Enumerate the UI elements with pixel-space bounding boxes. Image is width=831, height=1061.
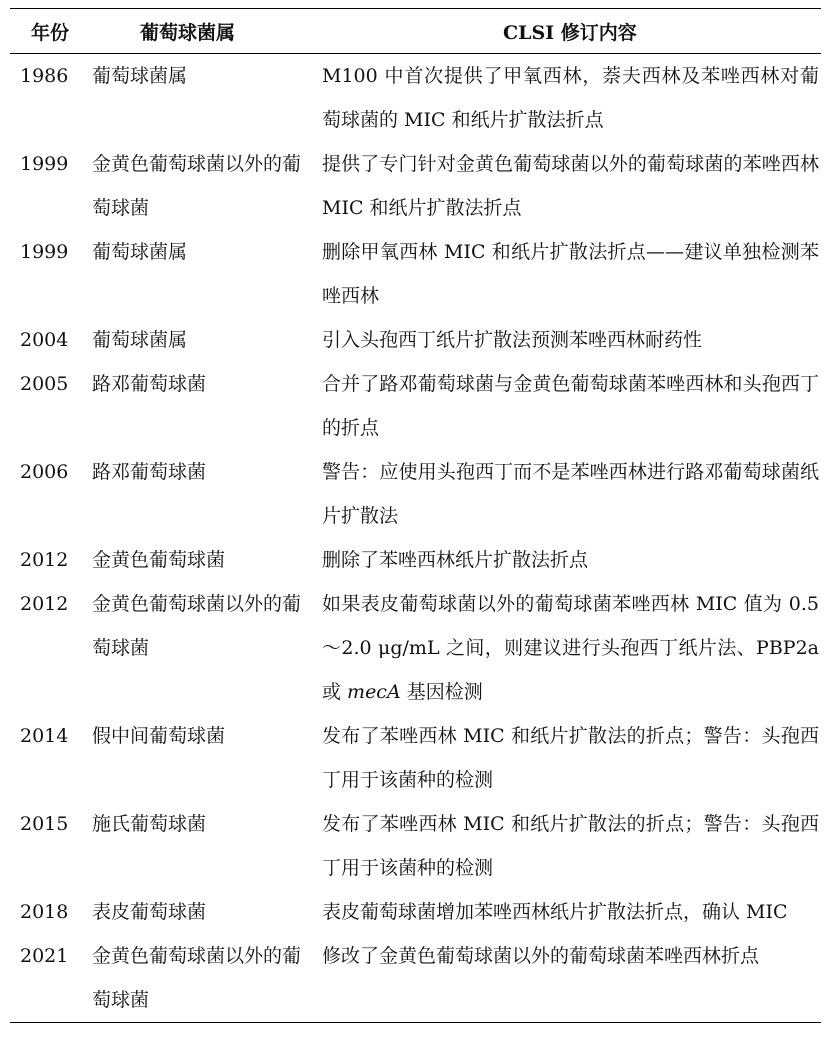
header-year: 年份 [30, 21, 69, 44]
row-genus: 葡萄球菌属 [92, 65, 188, 87]
table-row [10, 318, 821, 362]
table-row [10, 714, 821, 802]
header-row [10, 9, 821, 54]
row-year: 1999 [20, 241, 69, 263]
row-genus: 金黄色葡萄球菌以外的葡萄球菌 [92, 153, 302, 219]
table-row [10, 582, 821, 714]
table-row [10, 802, 821, 890]
table-row [10, 890, 821, 934]
row-year: 2005 [20, 373, 69, 395]
row-content: 引入头孢西丁纸片扩散法预测苯唑西林耐药性 [322, 329, 703, 351]
table-row [10, 538, 821, 582]
row-content: M100 中首次提供了甲氧西林，萘夫西林及苯唑西林对葡萄球菌的 MIC 和纸片扩散法折点 [322, 65, 819, 131]
row-genus: 施氏葡萄球菌 [92, 813, 207, 835]
content-text-pre: 如果表皮葡萄球菌以外的葡萄球菌苯唑西林 MIC 值为 0.5～2.0 μg/mL 之间，则建议进行头孢西丁纸片法、PBP2a 或 [322, 593, 819, 703]
row-content: 合并了路邓葡萄球菌与金黄色葡萄球菌苯唑西林和头孢西丁的折点 [322, 373, 819, 439]
row-content: 表皮葡萄球菌增加苯唑西林纸片扩散法折点，确认 MIC [322, 901, 788, 923]
row-genus: 葡萄球菌属 [92, 329, 188, 351]
header-content: CLSI 修订内容 [503, 21, 637, 44]
row-genus: 金黄色葡萄球菌以外的葡萄球菌 [92, 593, 302, 659]
content-text-post: 基因检测 [400, 681, 483, 703]
row-year: 2004 [20, 329, 69, 351]
row-genus: 表皮葡萄球菌 [92, 901, 207, 923]
row-content [320, 582, 821, 714]
row-genus: 金黄色葡萄球菌 [92, 549, 226, 571]
table-header [10, 9, 821, 54]
row-content: 删除甲氧西林 MIC 和纸片扩散法折点——建议单独检测苯唑西林 [322, 241, 819, 307]
row-year: 1999 [20, 153, 69, 175]
row-year: 2015 [20, 813, 69, 835]
row-content: 修改了金黄色葡萄球菌以外的葡萄球菌苯唑西林折点 [322, 945, 760, 967]
row-year: 1986 [20, 65, 69, 87]
row-content: 发布了苯唑西林 MIC 和纸片扩散法的折点；警告：头孢西丁用于该菌种的检测 [322, 813, 819, 879]
row-content: 删除了苯唑西林纸片扩散法折点 [322, 549, 589, 571]
row-year: 2014 [20, 725, 69, 747]
row-year: 2018 [20, 901, 69, 923]
row-content: 发布了苯唑西林 MIC 和纸片扩散法的折点；警告：头孢西丁用于该菌种的检测 [322, 725, 819, 791]
header-genus: 葡萄球菌属 [140, 21, 236, 44]
row-year: 2012 [20, 549, 69, 571]
table-body [10, 54, 821, 1023]
table-row [10, 230, 821, 318]
table-row [10, 450, 821, 538]
table-row [10, 934, 821, 1023]
table-row [10, 54, 821, 143]
row-content: 警告：应使用头孢西丁而不是苯唑西林进行路邓葡萄球菌纸片扩散法 [322, 461, 819, 527]
row-year: 2006 [20, 461, 69, 483]
row-genus: 假中间葡萄球菌 [92, 725, 226, 747]
table-row [10, 142, 821, 230]
clsi-revision-table [10, 8, 821, 1023]
table-row [10, 362, 821, 450]
row-year: 2021 [20, 945, 69, 967]
gene-name-meca: mecA [347, 681, 401, 703]
row-genus: 葡萄球菌属 [92, 241, 188, 263]
row-year: 2012 [20, 593, 69, 615]
row-content: 提供了专门针对金黄色葡萄球菌以外的葡萄球菌的苯唑西林 MIC 和纸片扩散法折点 [322, 153, 819, 219]
row-genus: 路邓葡萄球菌 [92, 373, 207, 395]
row-genus: 路邓葡萄球菌 [92, 461, 207, 483]
row-genus: 金黄色葡萄球菌以外的葡萄球菌 [92, 945, 302, 1011]
